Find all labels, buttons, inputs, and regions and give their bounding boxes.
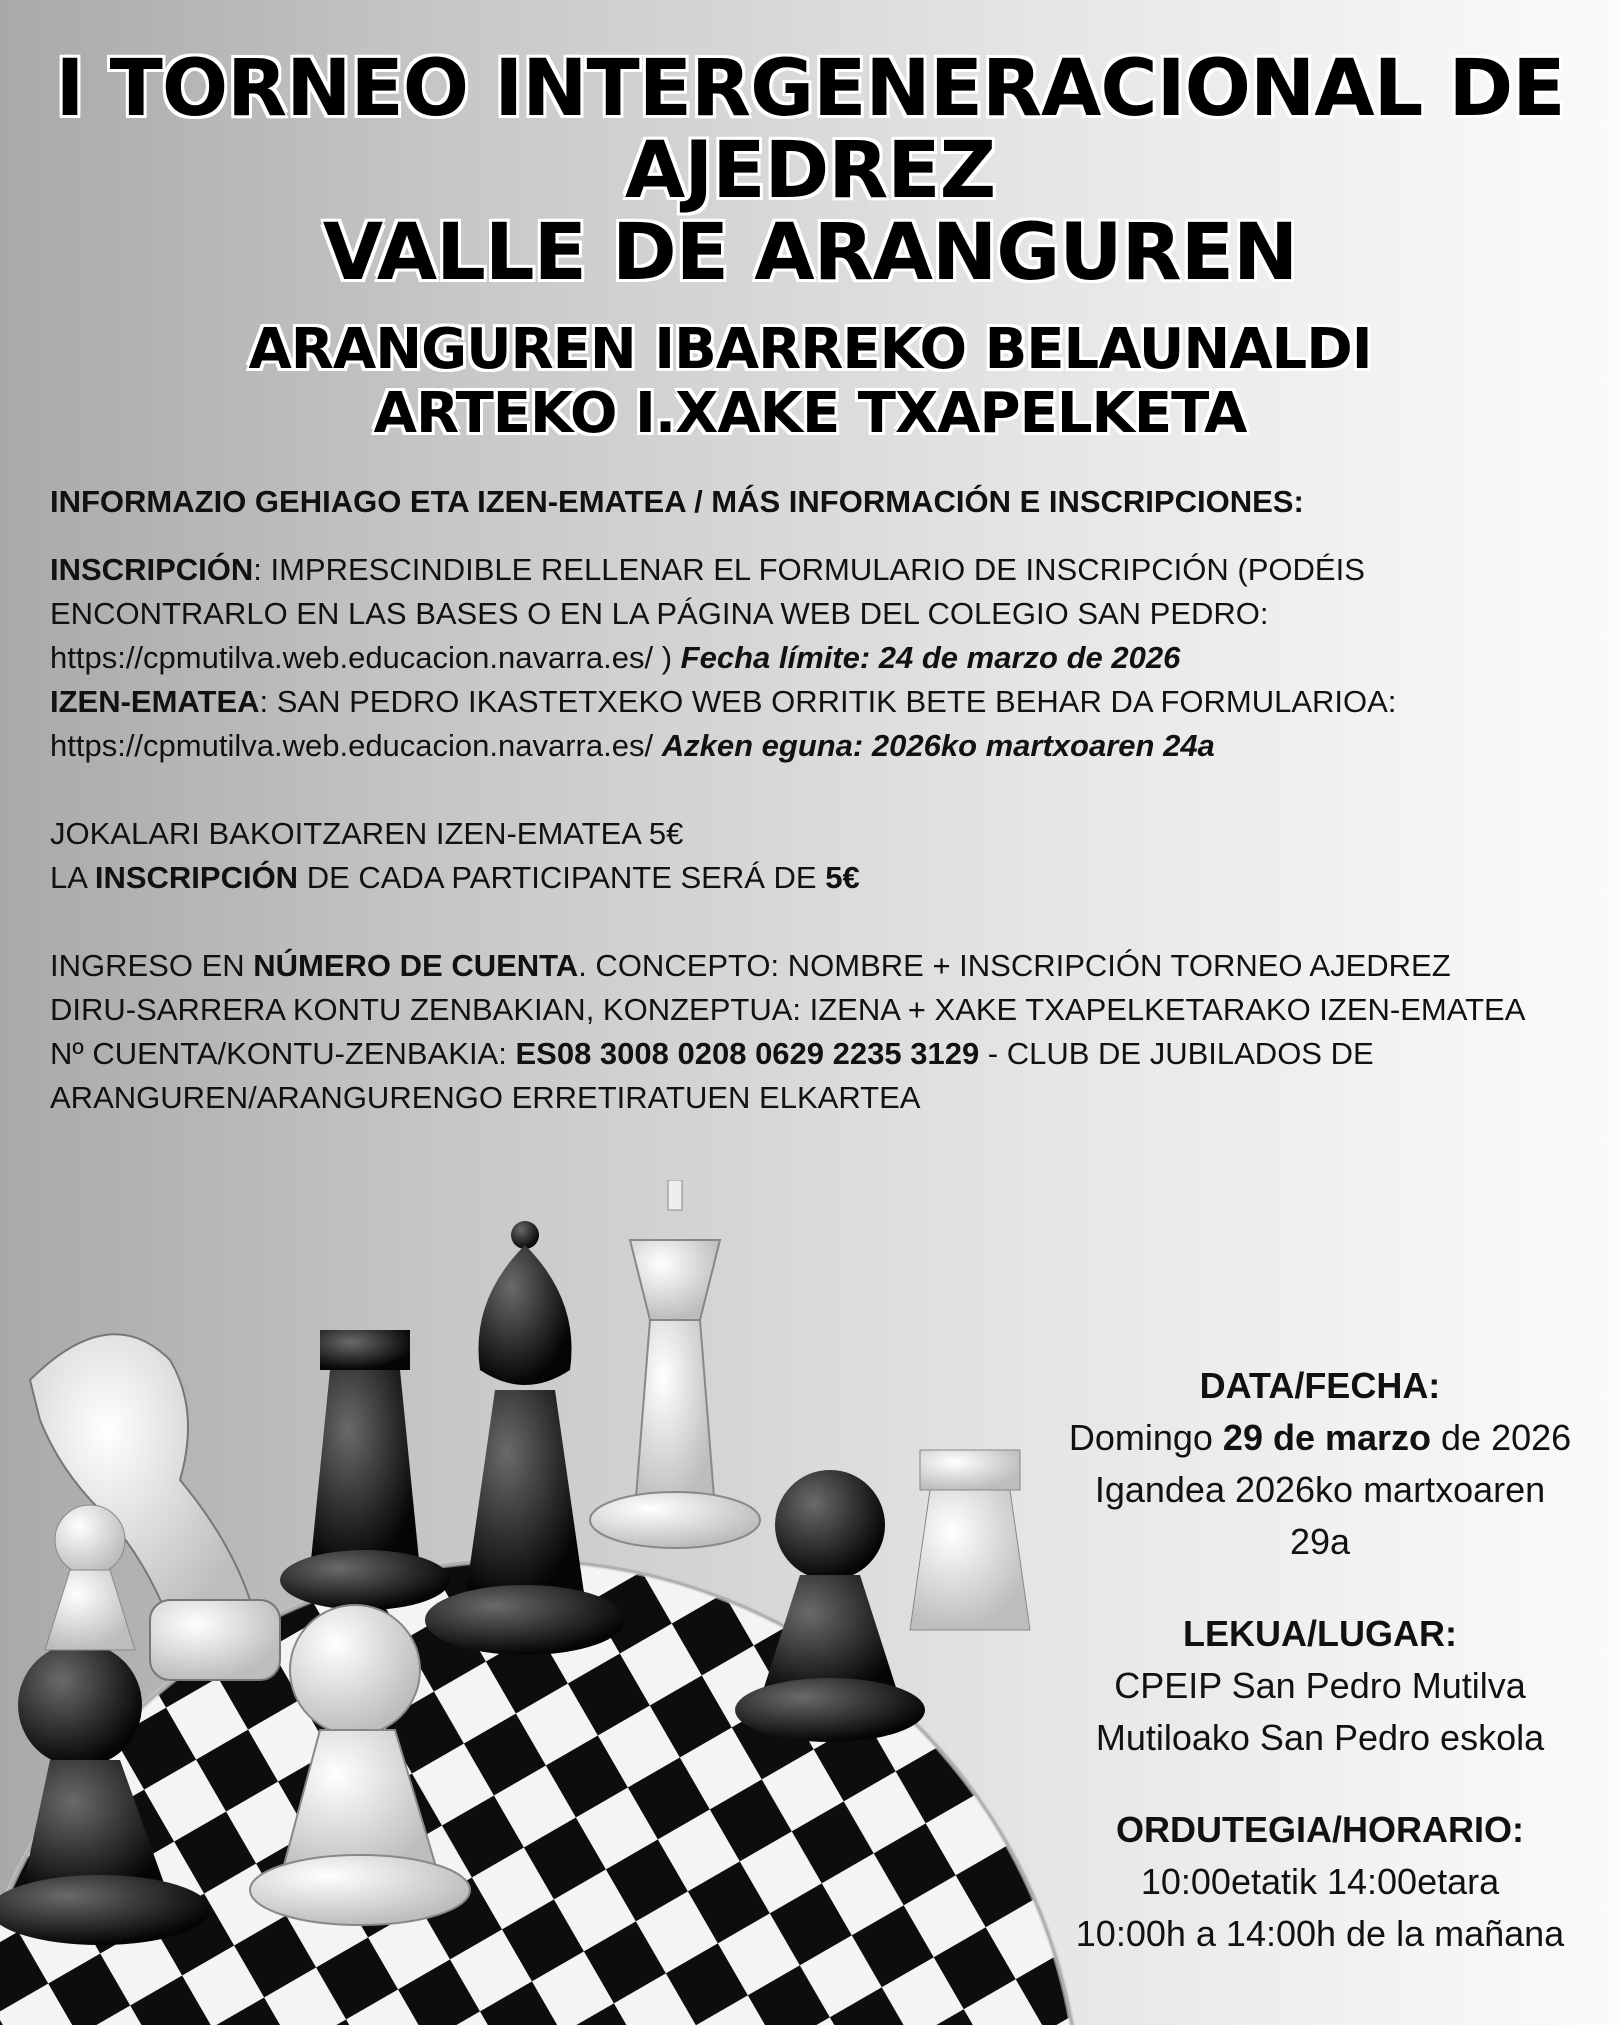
account-line	[50, 1032, 1550, 1120]
fee-es-pre: LA	[50, 860, 95, 895]
fee-es-bold: INSCRIPCIÓN	[94, 860, 299, 895]
date-label: DATA/FECHA:	[1199, 1365, 1441, 1406]
payment-es-bold: NÚMERO DE CUENTA	[253, 948, 579, 983]
white-king-icon	[590, 1180, 760, 1548]
payment-es-pre: INGRESO EN	[50, 948, 254, 983]
date-eu: Igandea 2026ko martxoaren 29a	[1094, 1469, 1546, 1562]
white-rook-icon	[910, 1450, 1030, 1630]
black-pawn-icon	[735, 1470, 925, 1742]
black-rook-icon	[280, 1330, 450, 1610]
izen-ematea-text: : SAN PEDRO IKASTETXEKO WEB ORRITIK BETE BEHAR DA FORMULARIOA: https://cpmutilva.web.educacion.navarra.es/	[50, 684, 1397, 763]
event-details	[1030, 1360, 1610, 2000]
info-heading: INFORMAZIO GEHIAGO ETA IZEN-EMATEA / MÁS INFORMACIÓN E INSCRIPCIONES:	[50, 484, 1304, 519]
inscripcion-text: : IMPRESCINDIBLE RELLENAR EL FORMULARIO DE INSCRIPCIÓN (PODÉIS ENCONTRARLO EN LAS BASES O EN LA PÁGINA WEB DEL COLEGIO SAN PEDRO: https://cpmutilva.web.educacion.navarra.es/ )	[50, 552, 1365, 675]
payment-es	[50, 944, 1550, 988]
title-line-2: AJEDREZ	[624, 126, 996, 216]
date-es-post: de 2026	[1431, 1417, 1572, 1458]
fee-es	[50, 856, 1550, 900]
subtitle-line-2: ARTEKO I.XAKE TXAPELKETA	[373, 381, 1247, 446]
place-eu: Mutiloako San Pedro eskola	[1095, 1717, 1545, 1758]
chess-pieces-illustration	[0, 1180, 1100, 2025]
schedule-es: 10:00h a 14:00h de la mañana	[1075, 1913, 1565, 1954]
place-label: LEKUA/LUGAR:	[1183, 1613, 1457, 1654]
payment-es-post: . CONCEPTO: NOMBRE + INSCRIPCIÓN TORNEO AJEDREZ	[578, 948, 1451, 983]
date-es	[1030, 1412, 1610, 1464]
place-es: CPEIP San Pedro Mutilva	[1114, 1665, 1526, 1706]
account-label: Nº CUENTA/KONTU-ZENBAKIA:	[50, 1036, 516, 1071]
small-white-pawn-icon	[45, 1505, 135, 1650]
fee-es-mid: DE CADA PARTICIPANTE SERÁ DE	[298, 860, 826, 895]
schedule-label: ORDUTEGIA/HORARIO:	[1116, 1809, 1524, 1850]
izen-ematea-paragraph	[50, 680, 1550, 768]
account-holder: - CLUB DE JUBILADOS DE ARANGUREN/ARANGURENGO ERRETIRATUEN ELKARTEA	[50, 1036, 1374, 1115]
info-body	[50, 548, 1550, 1120]
izen-ematea-label: IZEN-EMATEA	[50, 684, 260, 719]
account-number: ES08 3008 0208 0629 2235 3129	[515, 1036, 980, 1071]
inscripcion-paragraph	[50, 548, 1550, 680]
event-subtitle	[0, 318, 1620, 446]
izen-ematea-deadline: Azken eguna: 2026ko martxoaren 24a	[661, 728, 1215, 763]
place-block	[1030, 1608, 1610, 1764]
inscripcion-label: INSCRIPCIÓN	[50, 552, 254, 587]
payment-eu: DIRU-SARRERA KONTU ZENBAKIAN, KONZEPTUA: IZENA + XAKE TXAPELKETARAKO IZEN-EMATEA	[50, 992, 1526, 1027]
fee-eu: JOKALARI BAKOITZAREN IZEN-EMATEA 5€	[50, 816, 684, 851]
title-line-1: I TORNEO INTERGENERACIONAL DE	[55, 44, 1565, 134]
date-block	[1030, 1360, 1610, 1568]
fee-amount: 5€	[825, 860, 860, 895]
inscripcion-deadline: Fecha límite: 24 de marzo de 2026	[680, 640, 1181, 675]
subtitle-line-1: ARANGUREN IBARREKO BELAUNALDI	[248, 317, 1372, 382]
schedule-block	[1030, 1804, 1610, 1960]
title-line-3: VALLE DE ARANGUREN	[322, 208, 1298, 298]
date-es-pre: Domingo	[1068, 1417, 1223, 1458]
event-title	[0, 44, 1620, 298]
schedule-eu: 10:00etatik 14:00etara	[1140, 1861, 1500, 1902]
date-es-bold: 29 de marzo	[1222, 1417, 1432, 1458]
